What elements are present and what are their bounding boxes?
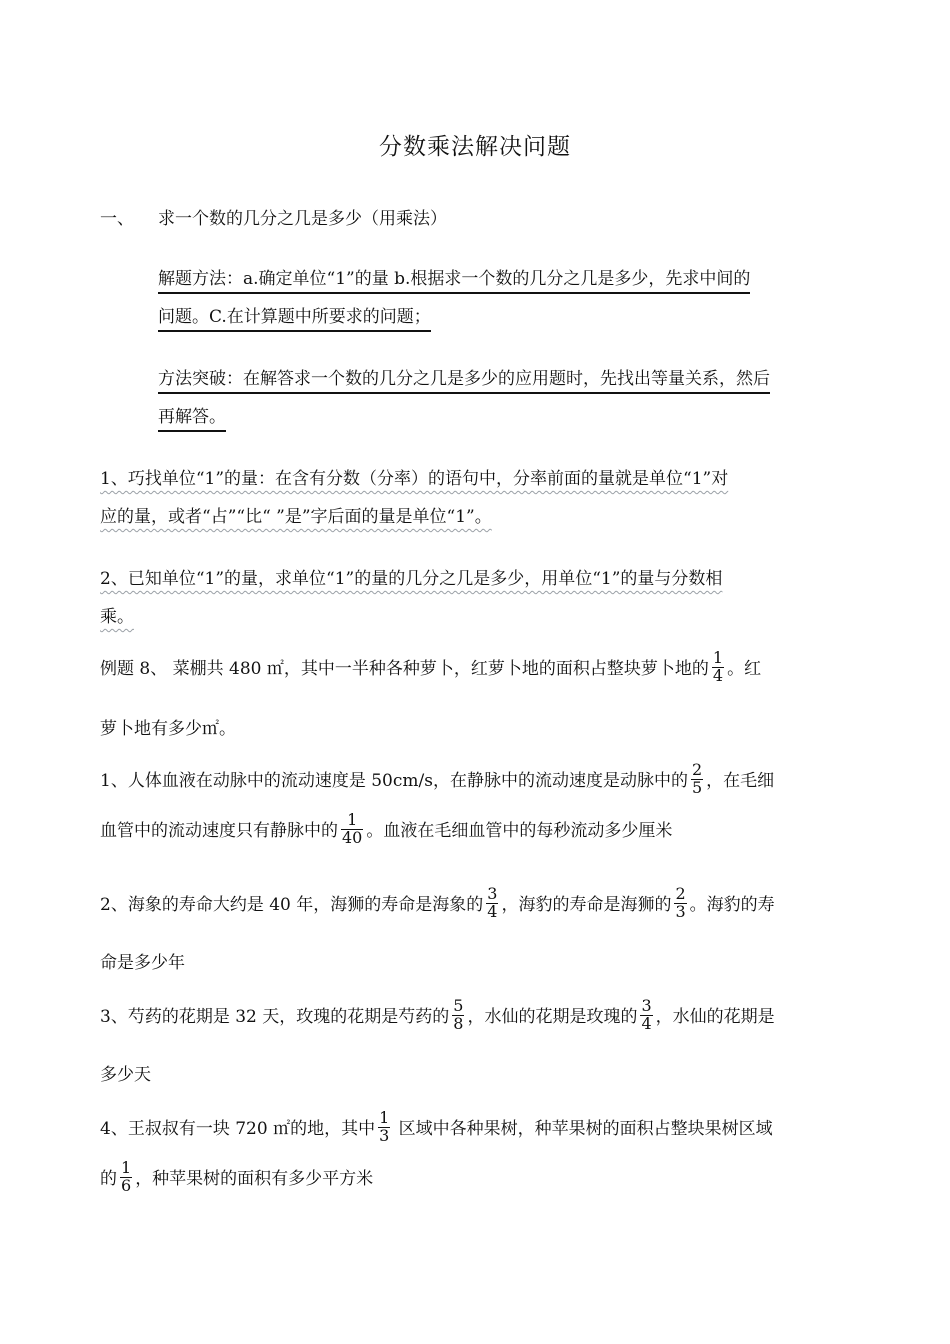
problem-3-line-2: 多少天 — [100, 1065, 151, 1085]
breakthrough-text-1: 方法突破：在解答求一个数的几分之几是多少的应用题时，先找出等量关系，然后 — [158, 369, 770, 394]
tip-1-line-1 — [100, 464, 728, 489]
example-line-1 — [100, 648, 762, 687]
problem-4-line-2 — [100, 1158, 374, 1197]
example-text-a: 例题 8、 菜棚共 480 ㎡，其中一半种各种萝卜，红萝卜地的面积占整块萝卜地的 — [100, 658, 709, 679]
problem-3-text-c: ，水仙的花期是 — [655, 1006, 775, 1027]
problem-2-line-1 — [100, 884, 775, 923]
problem-1-text-c: 血管中的流动速度只有静脉中的 — [100, 820, 338, 841]
method-text-1: 解题方法：a.确定单位“1”的量 b.根据求一个数的几分之几是多少，先求中间的 — [158, 269, 750, 294]
method-line-2 — [158, 302, 431, 327]
example-line-2: 萝卜地有多少㎡。 — [100, 719, 236, 739]
problem-2-text-a: 2、海象的寿命大约是 40 年，海狮的寿命是海象的 — [100, 894, 484, 915]
problem-1-line-2 — [100, 810, 673, 849]
fraction — [120, 1160, 132, 1195]
problem-4-text-b: 区域中各种果树，种苹果树的面积占整块果树区域 — [393, 1118, 773, 1139]
fraction-numerator: 2 — [691, 760, 703, 779]
method-text-2: 问题。C.在计算题中所要求的问题； — [158, 307, 431, 332]
fraction — [674, 886, 686, 921]
problem-4-text-c: 的 — [100, 1168, 117, 1189]
fraction — [378, 1110, 390, 1145]
problem-1-text-d: 。血液在毛细血管中的每秒流动多少厘米 — [366, 820, 673, 841]
problem-3-line-1 — [100, 996, 775, 1035]
breakthrough-text-2: 再解答。 — [158, 407, 226, 432]
fraction — [640, 998, 652, 1033]
fraction-numerator: 1 — [347, 810, 358, 829]
tip-1-text-1: 1、巧找单位“1”的量：在含有分数（分率）的语句中，分率前面的量就是单位“1”对 — [100, 469, 729, 489]
method-line-1 — [158, 264, 750, 289]
fraction-numerator: 1 — [379, 1108, 390, 1127]
fraction-denominator: 6 — [121, 1175, 132, 1195]
fraction — [486, 886, 498, 921]
tip-2-line-2 — [100, 602, 134, 627]
fraction-denominator: 40 — [342, 827, 363, 847]
fraction-denominator: 3 — [379, 1125, 390, 1145]
tip-1-text-2: 应的量，或者“占”“比“ ”是”字后面的量是单位“1”。 — [100, 507, 492, 527]
breakthrough-line-1 — [158, 364, 770, 389]
fraction-numerator: 3 — [487, 884, 498, 903]
problem-4-line-1 — [100, 1108, 773, 1147]
problem-4-text-a: 4、王叔叔有一块 720 ㎡的地，其中 — [100, 1118, 376, 1139]
tip-2-text-1: 2、已知单位“1”的量，求单位“1”的量的几分之几是多少，用单位“1”的量与分数相 — [100, 569, 723, 589]
section-number: 一、 — [100, 209, 134, 229]
fraction-numerator: 3 — [641, 996, 652, 1015]
fraction-denominator: 4 — [487, 901, 498, 921]
problem-1-text-b: ，在毛细 — [706, 770, 775, 791]
fraction-denominator: 5 — [691, 777, 703, 797]
tip-2-line-1 — [100, 564, 722, 589]
fraction-denominator: 4 — [712, 665, 724, 685]
fraction — [712, 650, 724, 685]
fraction — [452, 998, 464, 1033]
fraction — [341, 812, 363, 847]
fraction-denominator: 3 — [675, 901, 686, 921]
fraction — [691, 762, 703, 797]
problem-4-text-d: ，种苹果树的面积有多少平方米 — [135, 1168, 374, 1189]
fraction-numerator: 2 — [675, 884, 686, 903]
fraction-numerator: 1 — [712, 648, 724, 667]
fraction-denominator: 8 — [453, 1013, 464, 1033]
problem-3-text-b: ，水仙的花期是玫瑰的 — [467, 1006, 638, 1027]
breakthrough-line-2 — [158, 402, 226, 427]
problem-2-text-c: 。海豹的寿 — [689, 894, 775, 915]
fraction-numerator: 1 — [121, 1158, 132, 1177]
problem-3-text-a: 3、芍药的花期是 32 天，玫瑰的花期是芍药的 — [100, 1006, 450, 1027]
tip-2-text-2: 乘。 — [100, 607, 134, 627]
page-title: 分数乘法解决问题 — [379, 134, 571, 160]
example-text-b: 。红 — [727, 658, 762, 679]
fraction-denominator: 4 — [641, 1013, 652, 1033]
section-heading: 求一个数的几分之几是多少（用乘法） — [158, 209, 447, 229]
problem-2-line-2: 命是多少年 — [100, 953, 185, 973]
tip-1-line-2 — [100, 502, 492, 527]
problem-2-text-b: ，海豹的寿命是海狮的 — [501, 894, 672, 915]
fraction-numerator: 5 — [453, 996, 464, 1015]
problem-1-text-a: 1、人体血液在动脉中的流动速度是 50cm/s，在静脉中的流动速度是动脉中的 — [100, 770, 688, 791]
problem-1-line-1 — [100, 760, 775, 799]
